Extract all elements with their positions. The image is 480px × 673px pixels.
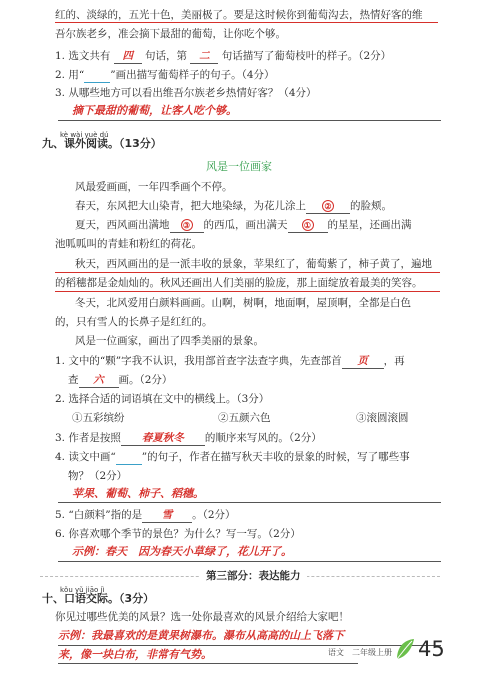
red-wavy-underline: [55, 291, 440, 292]
answer-line: [58, 663, 358, 664]
question-3: 3. 作者是按照 春夏秋冬 的顺序来写风的。（2分）: [55, 432, 322, 444]
paragraph-line: 的稻穗都是金灿灿的。秋风还画出人们美丽的脸庞，那上面绽放着最美的笑容。: [55, 277, 423, 289]
paragraph: 冬天，北风爱用白颜料画画。山啊，树啊，地面啊，屋顶啊，全都是白色: [75, 297, 411, 309]
speaking-answer-line2: 来，像一块白布，非常有气势。: [58, 648, 212, 661]
footer-label: 语文 二年级上册: [328, 648, 392, 657]
option-3: ③滚圆滚圆: [356, 412, 409, 424]
paragraph-line: 的，只有雪人的长鼻子是红红的。: [55, 316, 213, 328]
question-4: 4. 读文中画“ ”的句子，作者在描写秋天丰收的景象的时候，写了哪些事: [55, 451, 410, 463]
speaking-answer-line1: 示例：我最喜欢的是黄果树瀑布。瀑布从高高的山上飞落下: [58, 629, 344, 642]
leaf-icon: [394, 637, 416, 661]
question-5: 5. “白颜料”指的是 雪 。（2分）: [55, 509, 236, 521]
answer-line: [58, 502, 441, 503]
page-number: 45: [418, 637, 445, 661]
option-2: ②五颜六色: [218, 412, 271, 424]
section-10-pinyin: kǒu yǔ jiāo jì: [60, 586, 105, 594]
section-10-heading: 十、口语交际。（3分）: [42, 592, 155, 605]
question-4-answer: 苹果、葡萄、柿子、稻穗。: [72, 487, 204, 500]
paragraph: 秋天，西风画出的是一派丰收的景象，苹果红了，葡萄紫了，柿子黄了，遍地: [75, 258, 432, 270]
question-3: 3. 从哪些地方可以看出维吾尔族老乡热情好客？（4分）: [55, 87, 317, 99]
paragraph: 夏天，西风画出满地 ③ 的西瓜，画出满天 ① 的星星，还画出满: [75, 219, 412, 231]
question-2: 2. 选择合适的词语填在文中的横线上。（3分）: [55, 393, 270, 405]
red-underline: [55, 22, 438, 23]
paragraph: 春天，东风把大山染青，把大地染绿，为花儿涂上 ② 的脸颊。: [75, 200, 392, 212]
question-3-answer: 摘下最甜的葡萄，让客人吃个够。: [72, 104, 237, 117]
paragraph: 风最爱画画，一年四季画个不停。: [75, 181, 233, 193]
passage-line: 吾尔族老乡，准会摘下最甜的葡萄，让你吃个够。: [55, 28, 286, 40]
paragraph: 风是一位画家，画出了四季美丽的景象。: [75, 335, 264, 347]
part-3-heading: 第三部分：表达能力: [200, 568, 307, 583]
question-6: 6. 你喜欢哪个季节的景色？为什么？写一写。（2分）: [55, 528, 301, 540]
question-1-line2: 查 六 画。（2分）: [68, 374, 173, 386]
question-2: 2. 用“ ”画出描写葡萄样子的句子。（4分）: [55, 69, 275, 81]
question-6-answer: 示例：春天 因为春天小草绿了，花儿开了。: [72, 545, 292, 558]
question-1: 1. 文中的“颗”字我不认识，我用部首查字法查字典，先查部首 页 ，再: [55, 355, 405, 367]
answer-line: [58, 561, 441, 562]
section-9-pinyin: kè wài yuè dú: [60, 131, 109, 139]
paragraph-line: 池呱呱叫的青蛙和粉红的荷花。: [55, 238, 202, 250]
question-1: 1. 选文共有 四 句话，第 二 句话描写了葡萄枝叶的样子。（2分）: [55, 50, 392, 62]
question-4-line2: 物？（2分）: [68, 470, 128, 482]
answer-line: [58, 120, 441, 121]
article-title: 风是一位画家: [206, 160, 272, 173]
option-1: ①五彩缤纷: [72, 412, 125, 424]
red-wavy-underline: [55, 272, 440, 273]
passage-line: 红的、淡绿的，五光十色，美丽极了。要是这时候你到葡萄沟去，热情好客的维: [55, 9, 423, 21]
speaking-prompt: 你见过哪些优美的风景？选一处你最喜欢的风景介绍给大家吧！: [55, 611, 349, 623]
section-9-heading: 九、课外阅读。（13分）: [42, 137, 162, 150]
